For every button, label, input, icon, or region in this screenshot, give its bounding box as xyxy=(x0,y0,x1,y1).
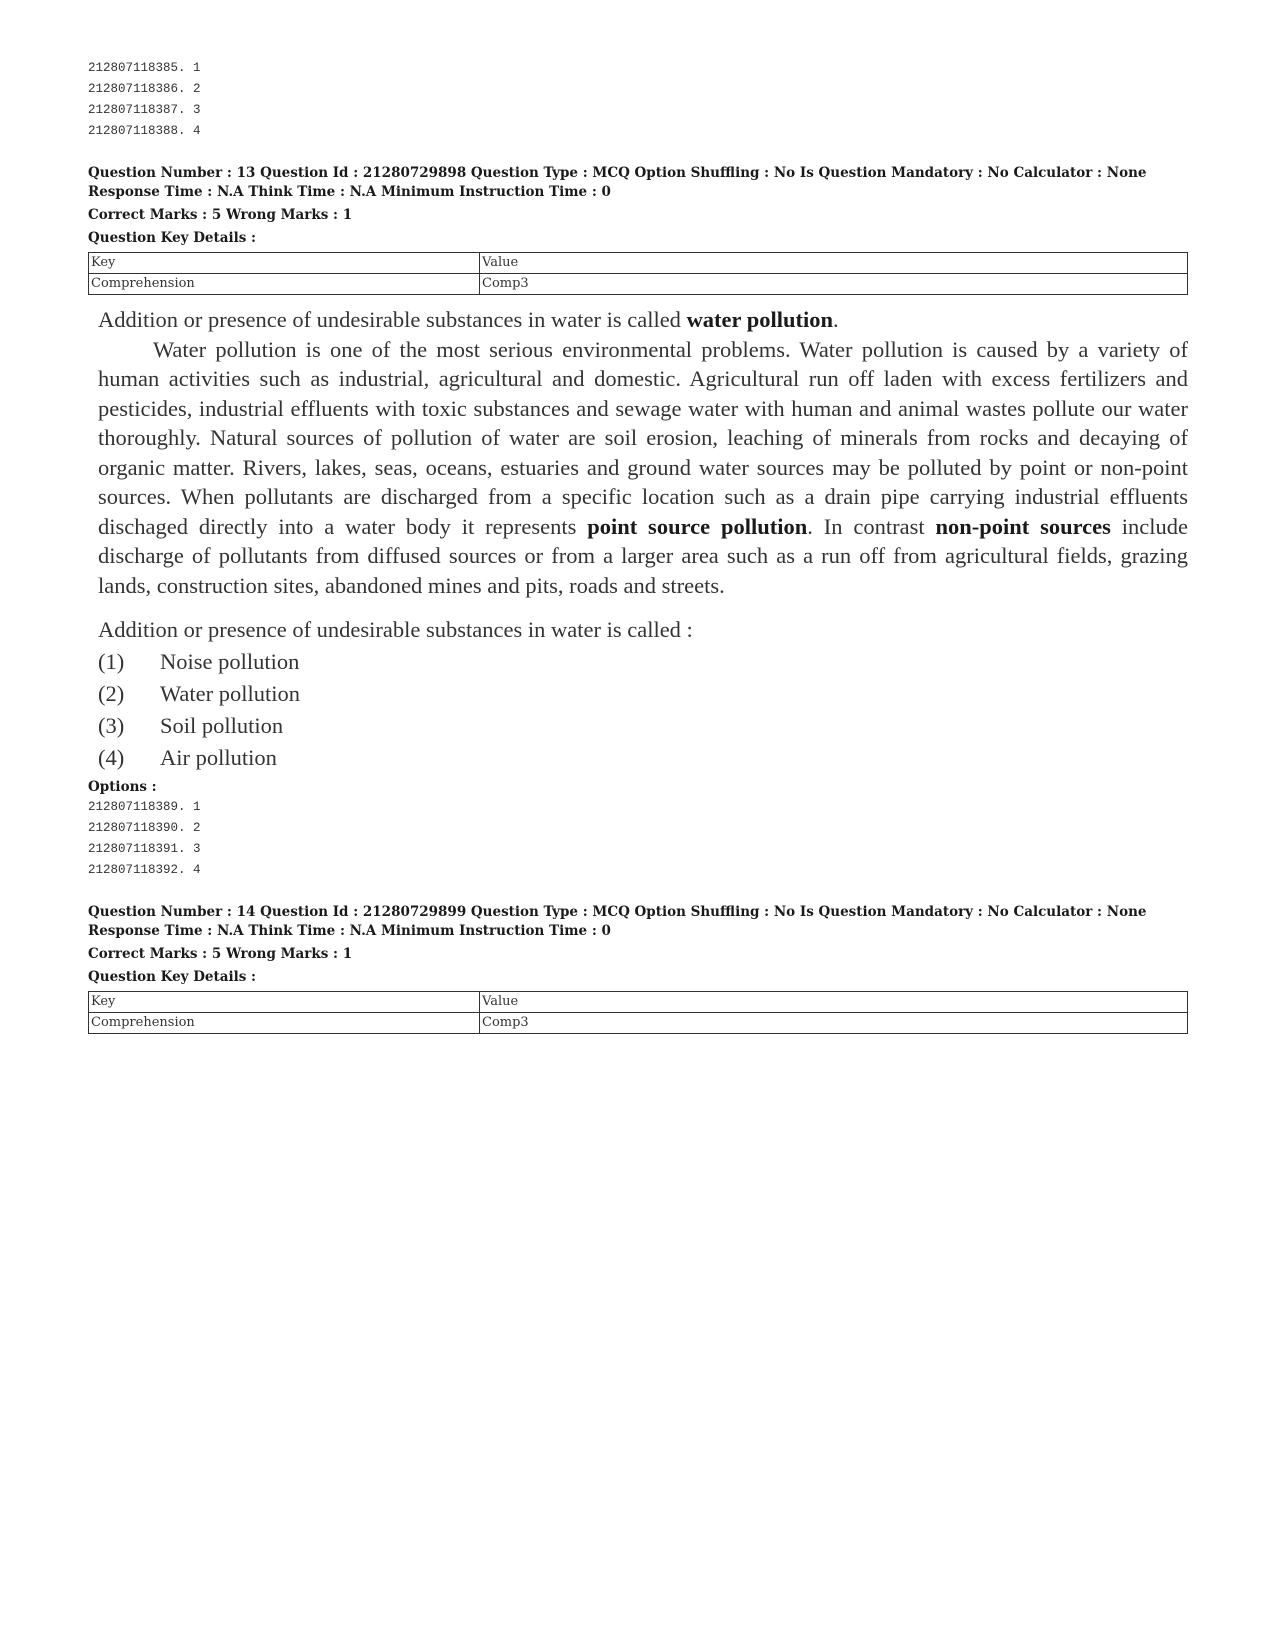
value-header-cell: Value xyxy=(480,992,1188,1013)
choice-text: Water pollution xyxy=(160,681,301,706)
passage-lead xyxy=(98,305,1188,335)
passage-body xyxy=(98,335,1188,601)
question-14-meta-line1: Question Number : 14 Question Id : 21280729899 Question Type : MCQ Option Shuffling : No Is Question Mandatory : No Calculator : None xyxy=(88,904,1147,920)
passage-lead-text: Addition or presence of undesirable substances in water is called xyxy=(98,307,687,332)
question-14-block xyxy=(88,903,1188,1034)
question-13-content xyxy=(98,614,1188,774)
table-row xyxy=(89,274,1188,295)
question-13-key-details-label: Question Key Details : xyxy=(88,230,257,246)
passage-term-point-source: point source pollution xyxy=(587,513,808,539)
option-id-line: 212807118388. 4 xyxy=(88,124,201,138)
key-header-cell: Key xyxy=(89,992,480,1013)
passage-body-text-3: include discharge of pollutants from diffused sources or from a larger area such as a run off from agricultural fields, grazing lands, construction sites, abandoned mines and pits, roads and streets. xyxy=(98,513,1189,598)
document-page xyxy=(88,58,1188,1034)
option-id-line: 212807118386. 2 xyxy=(88,82,201,96)
passage-term-non-point: non-point sources xyxy=(935,513,1111,539)
option-id-line: 212807118387. 3 xyxy=(88,103,201,117)
question-13-meta-line1: Question Number : 13 Question Id : 21280729898 Question Type : MCQ Option Shuffling : No Is Question Mandatory : No Calculator : None xyxy=(88,165,1147,181)
choice-item xyxy=(98,678,1188,710)
option-id-line: 212807118390. 2 xyxy=(88,821,201,835)
passage-body-text-2: . In contrast xyxy=(807,513,936,539)
question-14-meta-line2: Response Time : N.A Think Time : N.A Minimum Instruction Time : 0 xyxy=(88,923,611,939)
option-id-line: 212807118391. 3 xyxy=(88,842,201,856)
passage-lead-term: water pollution xyxy=(686,307,834,332)
choice-item xyxy=(98,742,1188,774)
choice-number: (2) xyxy=(98,681,125,706)
key-cell: Comprehension xyxy=(89,1013,480,1034)
choice-text: Air pollution xyxy=(160,745,277,770)
choice-number: (1) xyxy=(98,649,125,674)
question-13-options-list xyxy=(88,797,1188,881)
question-text: Addition or presence of undesirable substances in water is called : xyxy=(98,617,693,642)
choice-item xyxy=(98,646,1188,678)
comprehension-passage xyxy=(98,305,1188,600)
choice-number: (3) xyxy=(98,713,125,738)
key-header-cell: Key xyxy=(89,253,480,274)
choice-text: Noise pollution xyxy=(160,649,300,674)
passage-lead-period: . xyxy=(833,307,839,332)
previous-options-list xyxy=(88,58,1188,142)
question-13-meta-line2: Response Time : N.A Think Time : N.A Minimum Instruction Time : 0 xyxy=(88,184,611,200)
choice-number: (4) xyxy=(98,745,125,770)
table-header-row xyxy=(89,992,1188,1013)
question-14-key-table xyxy=(88,991,1188,1034)
table-header-row xyxy=(89,253,1188,274)
option-id-line: 212807118385. 1 xyxy=(88,61,201,75)
question-13-marks: Correct Marks : 5 Wrong Marks : 1 xyxy=(88,207,353,223)
question-14-marks: Correct Marks : 5 Wrong Marks : 1 xyxy=(88,946,353,962)
choice-item xyxy=(98,710,1188,742)
key-cell: Comprehension xyxy=(89,274,480,295)
option-id-line: 212807118389. 1 xyxy=(88,800,201,814)
choice-text: Soil pollution xyxy=(160,713,284,738)
value-cell: Comp3 xyxy=(480,1013,1188,1034)
question-13-block xyxy=(88,164,1188,881)
options-label: Options : xyxy=(88,779,157,795)
table-row xyxy=(89,1013,1188,1034)
question-14-key-details-label: Question Key Details : xyxy=(88,969,257,985)
value-cell: Comp3 xyxy=(480,274,1188,295)
passage-body-text-1: Water pollution is one of the most serious environmental problems. Water pollution is caused by a variety of human activities such as industrial, agricultural and domestic. Agricultural run off laden with excess fertilizers and pesticides, industrial effluents with toxic substances and sewage water with human and animal wastes pollute our water thoroughly. Natural sources of pollution of water are soil erosion, leaching of minerals from rocks and decaying of organic matter. Rivers, lakes, seas, oceans, estuaries and ground water sources may be polluted by point or non-point sources. When pollutants are discharged from a specific location such as a drain pipe carrying industrial effluents dischaged directly into a water body it represents xyxy=(98,336,1188,539)
option-id-line: 212807118392. 4 xyxy=(88,863,201,877)
value-header-cell: Value xyxy=(480,253,1188,274)
question-13-key-table xyxy=(88,252,1188,295)
